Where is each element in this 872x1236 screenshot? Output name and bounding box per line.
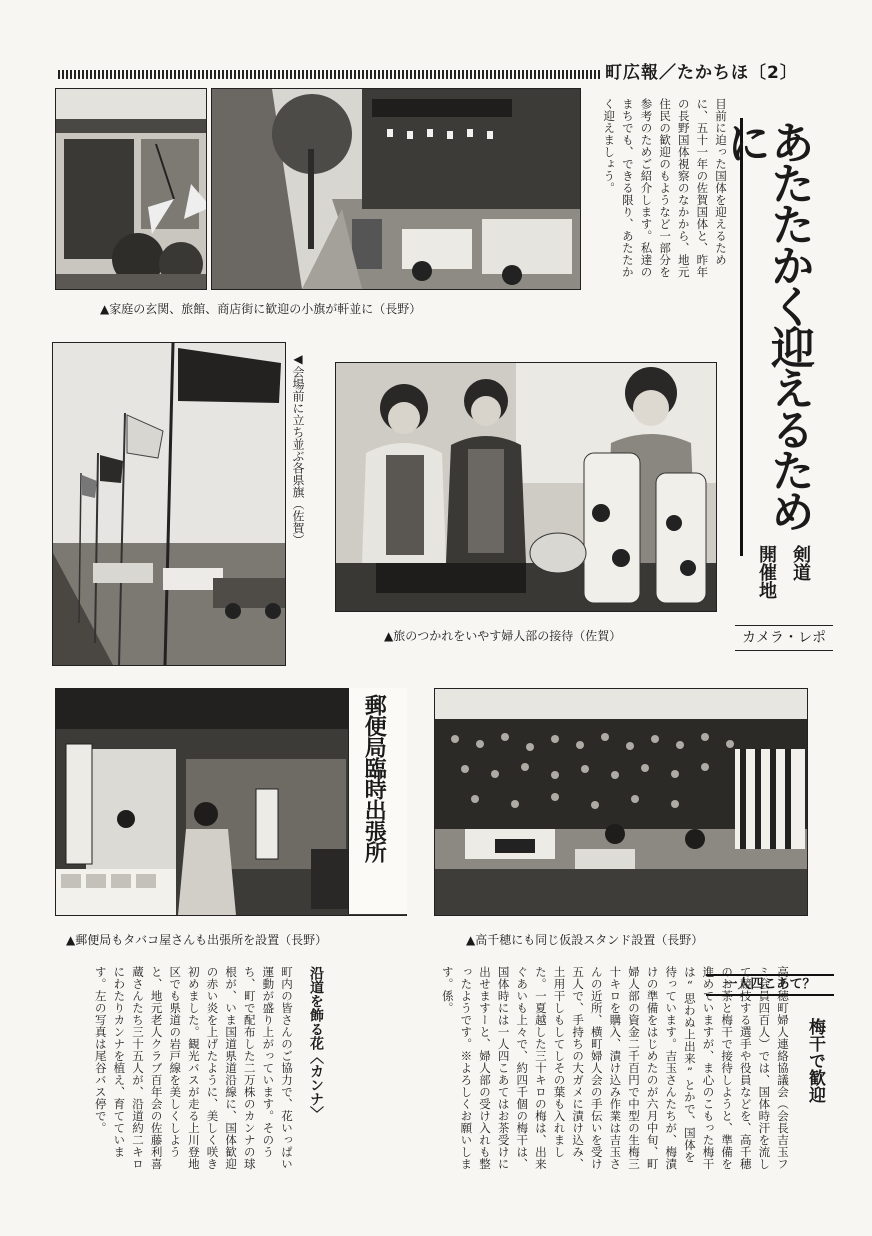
photo-street-flags (211, 88, 581, 290)
feature-subtitle-venue: 開催地 (756, 545, 777, 599)
feature-subtitle-kendo: 剣道 (790, 545, 811, 581)
caption-post-office-stand: ▲郵便局もタバコ屋さんも出張所を設置（長野） (66, 933, 328, 947)
header-rule (58, 70, 600, 79)
feature-title: あたたかく迎えるために (719, 120, 814, 530)
camera-report-label: カメラ・レポ (735, 625, 833, 651)
page-header: 町広報／たかちほ〔2〕 (605, 63, 798, 83)
photo-prefecture-flags (52, 342, 286, 666)
flowers-title: 沿道を飾る花〈カンナ〉 (308, 966, 324, 1120)
caption-takachiho-stand: ▲高千穂にも同じ仮設スタンド設置（長野） (466, 933, 704, 947)
umeboshi-title: 梅干で歓迎 (805, 1018, 825, 1103)
post-office-sign-text: 郵便局臨時出張所 (361, 694, 387, 862)
caption-womens-reception: ▲旅のつかれをいやす婦人部の接待（佐賀） (384, 629, 622, 643)
caption-prefecture-flags: ◀会場前に立ち並ぶ各県旗（佐賀） (291, 352, 305, 546)
flowers-article-text: 町内の皆さんのご協力で、花いっぱい運動が盛り上がっています。そのうち、町で配布した二万株のカンナの球根が、いま国道県道沿線に、国体歓迎の赤い炎を上げたように、美しく咲き初めました。観光バスが走る上川登地区でも県道の岩戸線を美しくしようと、地元老人クラブ百年会の佐藤利喜蔵さんたち三十五人が、沿道約二キロにわたりカンナを植え、育てています。左の写真は尾谷バス停で。 (93, 966, 294, 1170)
photo-entrance-flags (55, 88, 207, 290)
umeboshi-box-heading: 一人四こあて？ (706, 974, 834, 996)
photo-takachiho-stand (434, 688, 808, 916)
feature-intro-text: 目前に迫った国体を迎えるために、五十一年の佐賀国体と、昨年の長野国体視察のなかから、地元住民の歓迎のもようなど一部分を参考のためご紹介します。私達のまちでも、できる限り、あたたかく迎えましょう。 (602, 98, 728, 278)
caption-entrance-flags: ▲家庭の玄関、旅館、商店街に歓迎の小旗が軒並に（長野） (100, 302, 422, 316)
title-rule (740, 118, 743, 556)
photo-womens-reception (335, 362, 717, 612)
umeboshi-article-text: 高千穂町婦人連絡協議会（会長吉玉フミ会員四百人）では、国体時汗を流して競技する選手や役員などを、高千穂のお茶と梅干で接待しようと、準備を進めていますが、ま心のこもった梅干は“思わぬ上出来”とかで、国体を待っています。吉玉さんたちが、梅漬けの準備をはじめたのが六月中旬、町婦人部の資金二千百円で中型の生梅三十キロを購入、漬け込み作業は吉玉さんの近所、横町婦人会の手伝いを受け五人で、手持ちの大ガメに漬け込み、土用干しもしてしその葉も入れました。一夏越した三十キロの梅は、出来ぐあいも上々で、約四千個の梅干は、国体時には一人四こあてはお茶受けに出せますーと、婦人部の受け入れも整ったようです。※よろしくお願いします。係。 (440, 966, 790, 1170)
post-office-sign (348, 688, 407, 914)
